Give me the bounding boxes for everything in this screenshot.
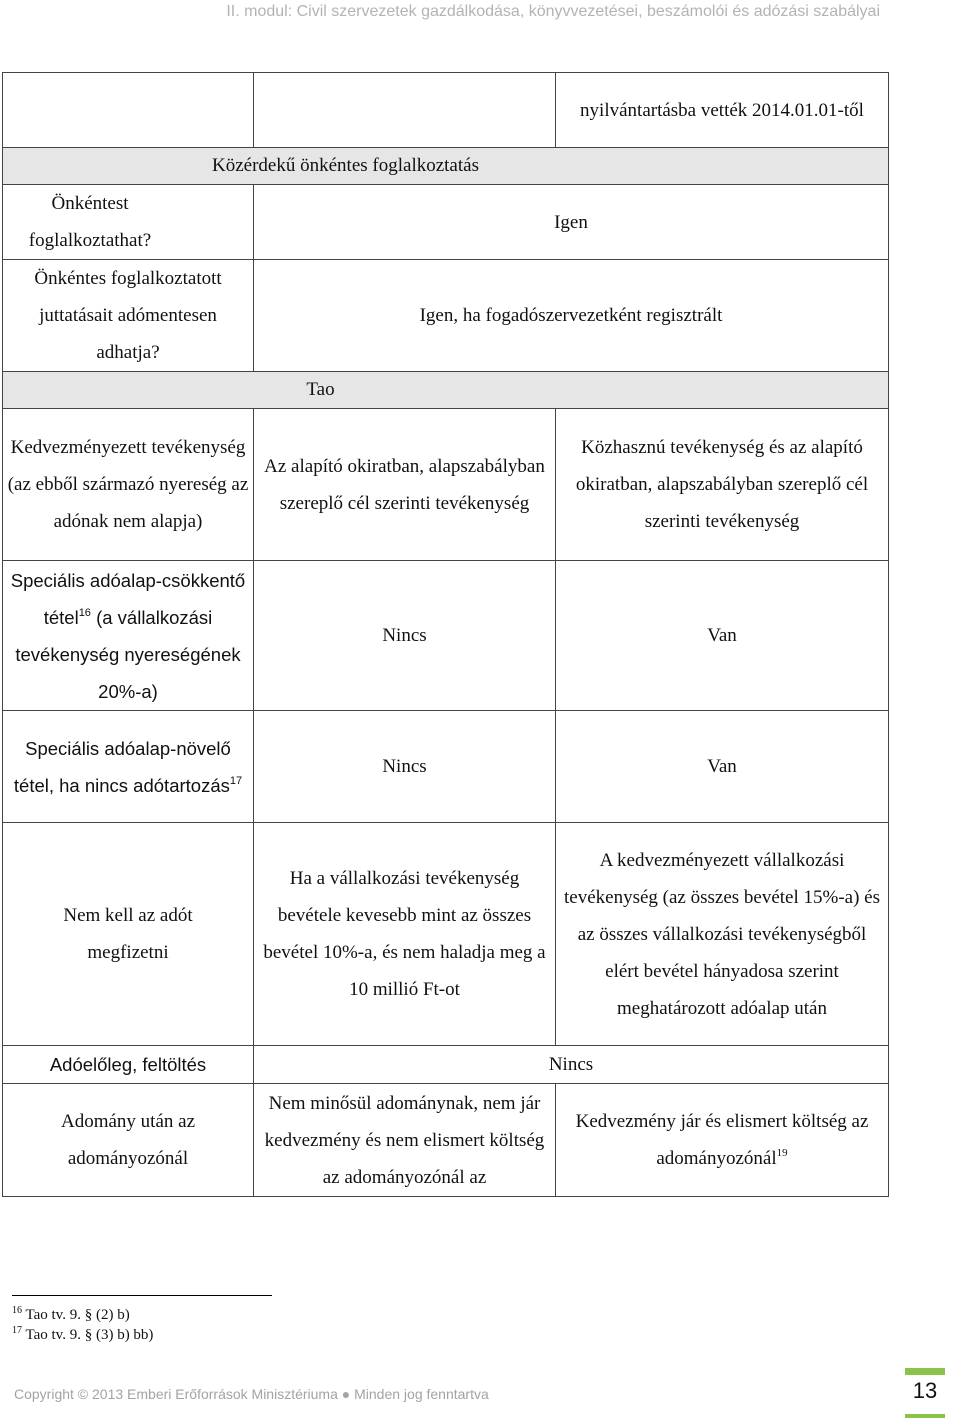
running-header: II. modul: Civil szervezetek gazdálkodása, könyvvezetései, beszámolói és adózási szabályai [226, 3, 880, 20]
registration-date-cell: nyilvántartásba vették 2014.01.01-től [556, 73, 889, 148]
cell-public-benefit: Kedvezmény jár és elismert költség az adományozónál$^{19}$ [556, 1084, 889, 1197]
footnote-separator [12, 1295, 272, 1296]
row-label: Adóelőleg, feltöltés [3, 1046, 254, 1084]
empty-cell [3, 73, 254, 148]
page-number: 13 [912, 1378, 938, 1403]
section-title: Tao [306, 379, 335, 400]
row-label: Önkéntest foglalkoztathat? [3, 185, 254, 260]
table-row [3, 711, 889, 823]
row-value: Igen [254, 185, 889, 260]
table-row [3, 260, 889, 372]
row-label: Kedvezményezett tevékenység (az ebből származó nyereség az adónak nem alapja) [3, 409, 254, 561]
footnote-ref: 19 [776, 1147, 788, 1159]
section-row [3, 148, 889, 185]
cell-public-benefit: Van [556, 561, 889, 711]
table-row [3, 73, 889, 148]
table-row [3, 1046, 889, 1084]
section-title: Közérdekű önkéntes foglalkoztatás [212, 155, 479, 176]
cell-public-benefit: A kedvezményezett vállalkozási tevékenység (az összes bevétel 15%-a) és az összes vállalkozási tevékenységből elért bevétel hányadosa szerint meghatározott adóalap után [556, 823, 889, 1046]
page-number-underline [905, 1414, 945, 1418]
table-row [3, 409, 889, 561]
copyright-footer: Copyright © 2013 Emberi Erőforrások Minisztériuma ● Minden jog fenntartva [14, 1386, 489, 1402]
row-value: Nincs [254, 1046, 889, 1084]
row-label: Nem kell az adót megfizetni [3, 823, 254, 1046]
empty-cell [254, 73, 556, 148]
table-row [3, 185, 889, 260]
row-label: Adomány után az adományozónál [3, 1084, 254, 1197]
comparison-table [2, 72, 889, 1197]
cell-civil: Az alapító okiratban, alapszabályban szereplő cél szerinti tevékenység [254, 409, 556, 561]
section-row [3, 372, 889, 409]
row-value: Igen, ha fogadószervezetként regisztrált [254, 260, 889, 372]
footnote-ref: 17 [229, 774, 243, 787]
cell-civil: Ha a vállalkozási tevékenység bevétele kevesebb mint az összes bevétel 10%-a, és nem haladja meg a 10 millió Ft-ot [254, 823, 556, 1046]
footnote: $^{16}$ Tao tv. 9. § (2) b) [12, 1305, 130, 1323]
table-row [3, 823, 889, 1046]
section-heading-tao [3, 372, 889, 409]
footnote: $^{17}$ Tao tv. 9. § (3) b) bb) [12, 1325, 154, 1343]
page-number-bar [905, 1368, 945, 1375]
page-number-box [905, 1368, 945, 1418]
cell-public-benefit: Van [556, 711, 889, 823]
row-label: Speciális adóalap-növelő tétel, ha nincs adótartozás$^{17}$ [3, 711, 254, 823]
row-label: Speciális adóalap-csökkentő tétel$^{16}$ (a vállalkozási tevékenység nyereségének 20%-a) [3, 561, 254, 711]
cell-civil: Nincs [254, 561, 556, 711]
cell-public-benefit: Közhasznú tevékenység és az alapító okiratban, alapszabályban szereplő cél szerinti tevékenység [556, 409, 889, 561]
cell-civil: Nincs [254, 711, 556, 823]
row-label: Önkéntes foglalkoztatott juttatásait adómentesen adhatja? [3, 260, 254, 372]
section-heading-volunteer [3, 148, 889, 185]
table-row [3, 561, 889, 711]
cell-civil: Nem minősül adománynak, nem jár kedvezmény és nem elismert költség az adományozónál az [254, 1084, 556, 1197]
footnote-ref: 16 [78, 606, 91, 619]
table-row [3, 1084, 889, 1197]
